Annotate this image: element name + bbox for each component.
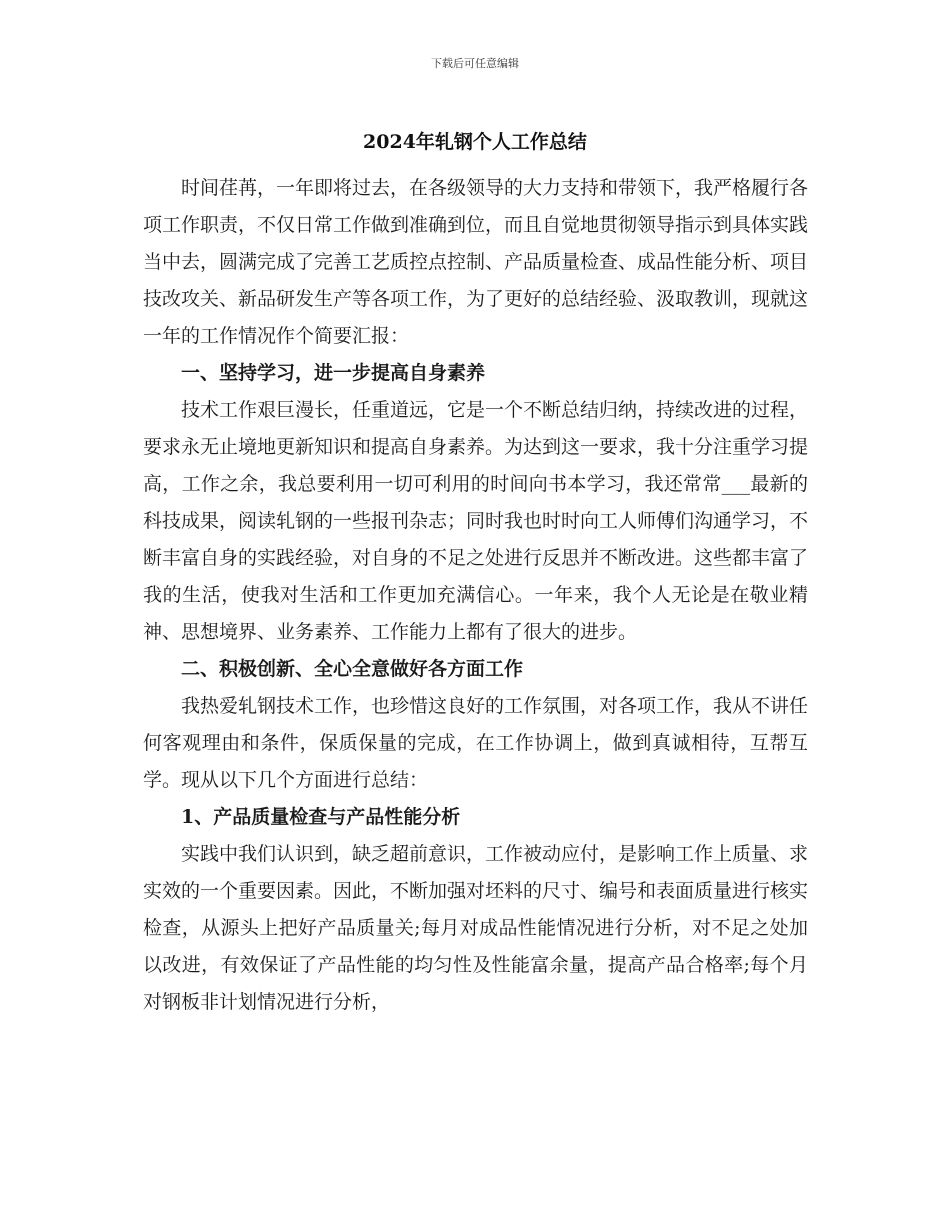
paragraph-quality-check: 实践中我们认识到，缺乏超前意识，工作被动应付，是影响工作上质量、求实效的一个重要因素。因此，不断加强对坯料的尺寸、编号和表面质量进行核实检查，从源头上把好产品质量关;每月对成品性能情况进行分析，对不足之处加以改进，有效保证了产品性能的均匀性及性能富余量，提高产品合格率;每个月对钢板非计划情况进行分析， — [143, 843, 809, 1013]
subsection-heading-1: 1、产品质量检查与产品性能分析 — [181, 806, 461, 828]
section-heading-2: 二、积极创新、全心全意做好各方面工作 — [181, 658, 524, 680]
document-title: 2024年轧钢个人工作总结 — [363, 131, 587, 153]
paragraph-work-attitude: 我热爱轧钢技术工作，也珍惜这良好的工作氛围，对各项工作，我从不讲任何客观理由和条件，保质保量的完成，在工作协调上，做到真诚相待，互帮互学。现从以下几个方面进行总结： — [143, 695, 809, 791]
document-body — [143, 170, 808, 1021]
download-note: 下载后可任意编辑 — [431, 57, 519, 70]
section-heading-1: 一、坚持学习，进一步提高自身素养 — [181, 362, 486, 384]
paragraph-learning: 技术工作艰巨漫长，任重道远，它是一个不断总结归纳，持续改进的过程，要求永无止境地更新知识和提高自身素养。为达到这一要求，我十分注重学习提高，工作之余，我总要利用一切可利用的时间向书本学习，我还常常___最新的科技成果，阅读轧钢的一些报刊杂志；同时我也时时向工人师傅们沟通学习，不断丰富自身的实践经验，对自身的不足之处进行反思并不断改进。这些都丰富了我的生活，使我对生活和工作更加充满信心。一年来，我个人无论是在敬业精神、思想境界、业务素养、工作能力上都有了很大的进步。 — [143, 399, 809, 643]
paragraph-intro: 时间荏苒，一年即将过去，在各级领导的大力支持和带领下，我严格履行各项工作职责，不仅日常工作做到准确到位，而且自觉地贯彻领导指示到具体实践当中去，圆满完成了完善工艺质控点控制、产品质量检查、成品性能分析、项目技改攻关、新品研发生产等各项工作，为了更好的总结经验、汲取教训，现就这一年的工作情况作个简要汇报： — [143, 177, 809, 347]
